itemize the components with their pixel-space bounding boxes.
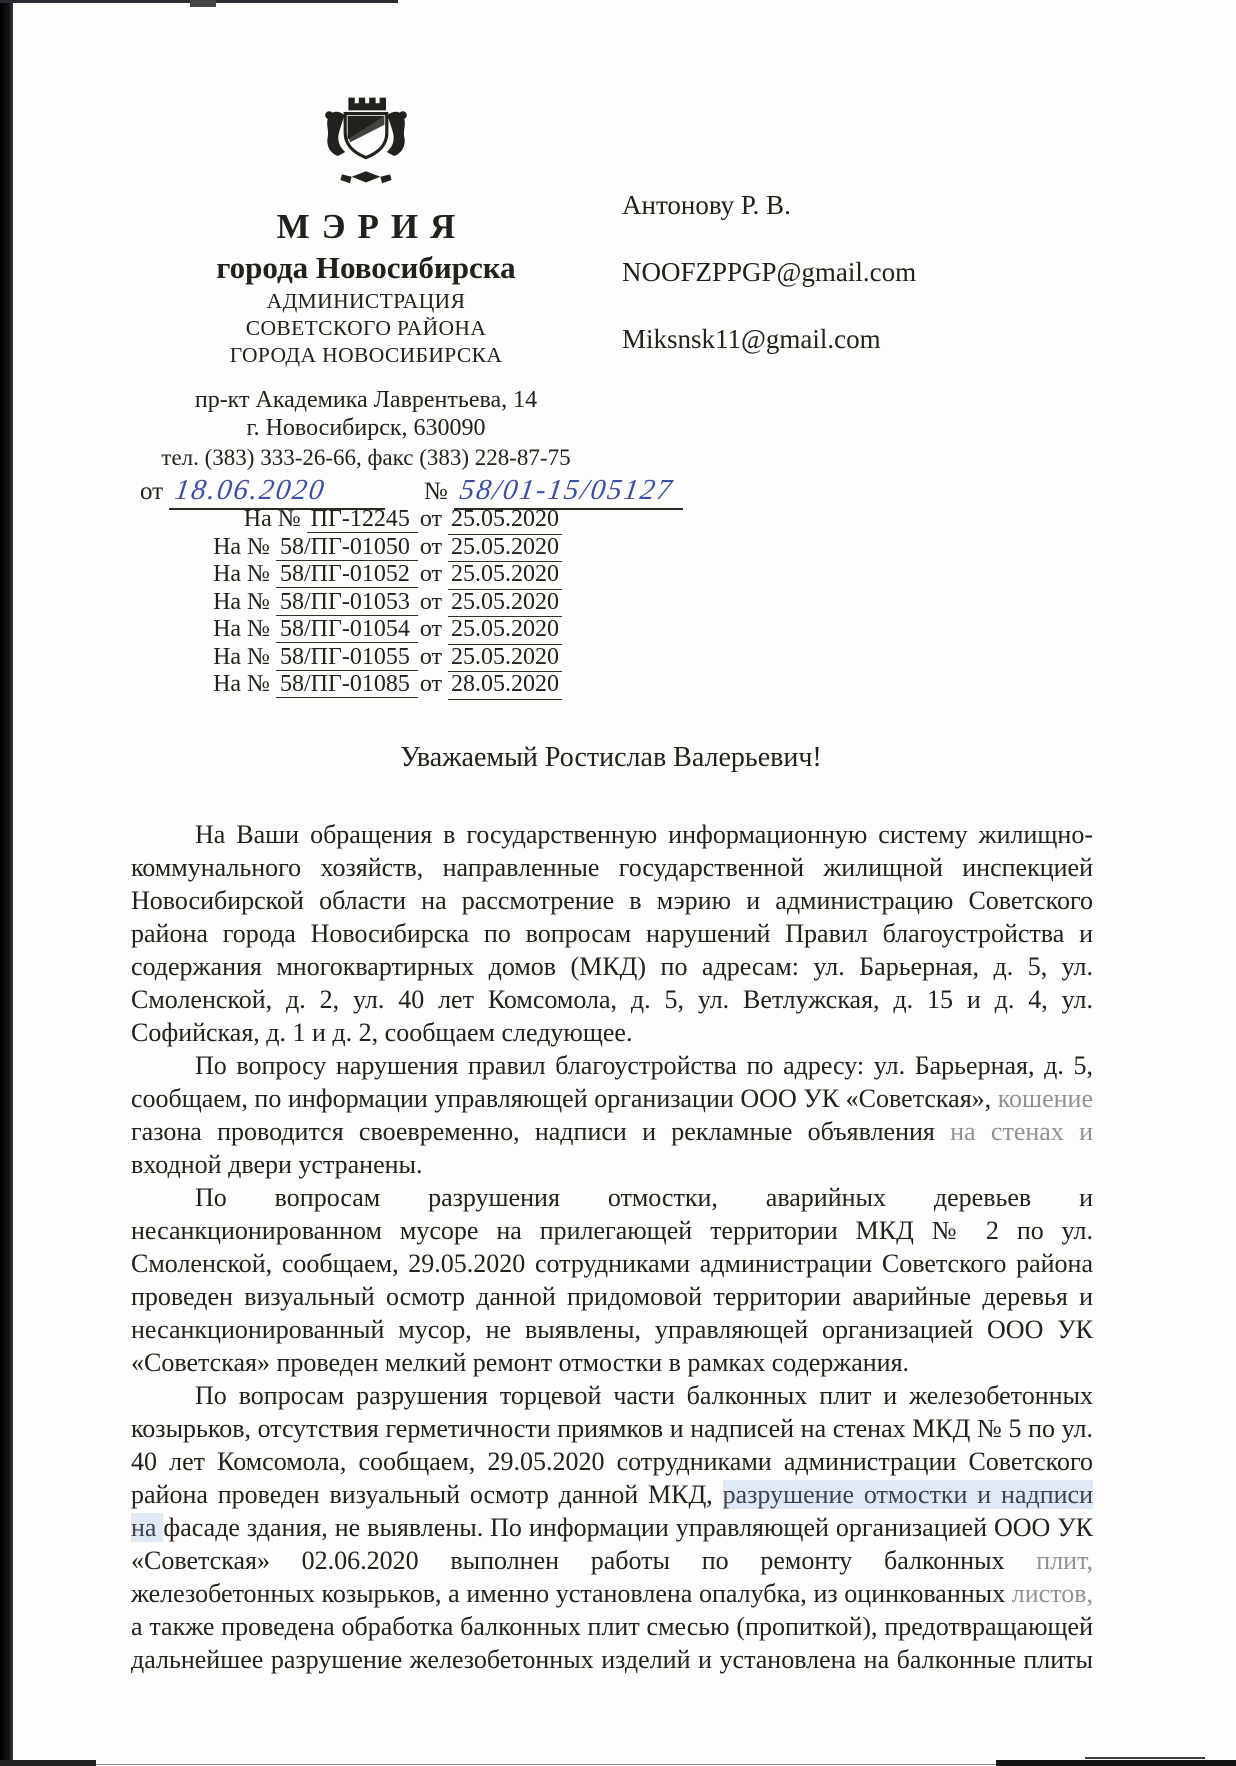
reference-number: 58/ПГ-01050 <box>276 534 418 561</box>
org-name-city: города Новосибирска <box>216 250 516 285</box>
reference-prefix: На № <box>213 616 276 642</box>
body-text-segment: плит, <box>1036 1546 1093 1575</box>
body-text-segment: По вопросу нарушения правил благоустройства по адресу: ул. Барьерная, д. 5, сообщаем, по информации управляющей организации ООО УК «Советская», <box>131 1051 1093 1113</box>
org-address-street: пр-кт Академика Лаврентьева, 14 <box>194 387 538 413</box>
body-text-segment: разрушение отмостки и надписи на <box>131 1480 1094 1542</box>
org-sub-district: СОВЕТСКОГО РАЙОНА <box>245 316 487 340</box>
reference-number: ПГ-12245 <box>307 506 418 533</box>
reference-row <box>150 616 562 644</box>
scan-edge-artifact-bottom-step <box>1085 1757 1205 1759</box>
reference-date-label: от <box>419 588 442 615</box>
reference-row <box>150 561 562 589</box>
body-text-segment: листов, <box>1011 1579 1093 1608</box>
reference-prefix-and-number <box>150 616 418 644</box>
reference-number: 58/ПГ-01085 <box>276 671 418 698</box>
outgoing-number-row <box>140 474 676 510</box>
body-text-segment: По вопросам разрушения торцевой части балконных плит и железобетонных козырьков, отсутствия герметичности приямков и надписей на стенах МКД № 5 по ул. 40 лет Комсомола, сообщаем, 29.05.2020 сотрудниками администрации Советского района проведен визуальный осмотр данной МКД, <box>131 1381 1093 1509</box>
reference-number: 58/ПГ-01055 <box>276 644 418 671</box>
reference-prefix-and-number <box>150 589 418 617</box>
body-text-segment: входной двери устранены. <box>131 1150 423 1179</box>
body-text-segment: железобетонных козырьков, а именно установлена опалубка, из оцинкованных <box>131 1579 1012 1608</box>
recipient-block <box>622 190 916 391</box>
scan-edge-artifact-top-blob <box>190 0 216 7</box>
org-phone-fax: тел. (383) 333-26-66, факс (383) 228-87-75 <box>161 445 571 470</box>
reference-date-label: от <box>419 643 442 670</box>
reference-row <box>150 589 562 617</box>
reference-date: 25.05.2020 <box>448 644 562 673</box>
reference-date: 25.05.2020 <box>448 506 562 535</box>
reference-date-label: от <box>419 506 442 532</box>
body-text-segment: а также проведена обработка балконных плит смесью (пропиткой), предотвращающей дальнейшее разрушение железобетонных изделий и установлена на балконные плиты <box>131 1612 1093 1674</box>
body-paragraph <box>131 1049 1093 1181</box>
reference-prefix-and-number <box>150 644 418 672</box>
reference-row <box>150 506 562 534</box>
reference-date-label: от <box>419 671 442 697</box>
outgoing-date-handwritten: 18.06.2020 <box>173 474 329 506</box>
outgoing-date-field <box>169 474 385 510</box>
reference-number: 58/ПГ-01052 <box>276 561 418 588</box>
reference-prefix: На № <box>213 561 276 587</box>
reference-prefix-and-number <box>150 506 418 534</box>
reference-date: 25.05.2020 <box>448 534 562 563</box>
org-sub-city: ГОРОДА НОВОСИБИРСКА <box>229 343 503 367</box>
scan-edge-artifact-bottom-right <box>996 1760 1236 1766</box>
novosibirsk-coat-of-arms-icon <box>112 94 620 194</box>
reference-date-label: от <box>419 533 442 560</box>
reference-date-label: от <box>419 616 442 642</box>
reference-date: 25.05.2020 <box>448 589 562 618</box>
reference-number: 58/ПГ-01053 <box>276 589 418 616</box>
letterhead <box>112 94 620 472</box>
body-text-segment: фасаде здания, не выявлены. По информации управляющей организацией ООО УК «Советская» 02.06.2020 выполнен работы по ремонту балконных <box>131 1513 1093 1575</box>
reference-date: 25.05.2020 <box>448 616 562 645</box>
recipient-email-primary: NOOFZPPGP@gmail.com <box>622 257 917 287</box>
body-text-segment: на стенах и <box>950 1117 1094 1146</box>
reference-prefix-and-number <box>150 671 418 699</box>
body-paragraph <box>131 818 1093 1049</box>
reference-prefix-and-number <box>150 561 418 589</box>
outgoing-number-field <box>454 474 683 510</box>
body-text-segment: По вопросам разрушения отмостки, аварийных деревьев и несанкционированном мусоре на прилегающей территории МКД № 2 по ул. Смоленской, сообщаем, 29.05.2020 сотрудниками администрации Советского района проведен визуальный осмотр данной придомовой территории аварийные деревья и несанкционированный мусор, не выявлены, управляющей организацией ООО УК «Советская» проведен мелкий ремонт отмостки в рамках содержания. <box>131 1183 1093 1377</box>
reference-list <box>150 506 562 699</box>
recipient-email-secondary: Miksnsk11@gmail.com <box>622 324 881 354</box>
reference-date: 25.05.2020 <box>448 561 562 590</box>
reference-prefix: На № <box>213 671 276 697</box>
scan-edge-artifact-left <box>0 0 13 1766</box>
body-text-segment: кошение <box>997 1084 1093 1113</box>
org-address-city: г. Новосибирск, 630090 <box>246 415 486 441</box>
org-sub-administration: АДМИНИСТРАЦИЯ <box>266 289 466 313</box>
outgoing-date-label: от <box>140 478 164 505</box>
reference-row <box>150 534 562 562</box>
scan-edge-artifact-bottom-left <box>0 1760 96 1766</box>
reference-prefix: На № <box>213 643 276 670</box>
reference-prefix: На № <box>213 533 276 560</box>
letter-body <box>131 818 1093 1676</box>
body-text-segment: газона проводится своевременно, надписи и рекламные объявления <box>131 1117 951 1146</box>
reference-prefix: На № <box>213 588 276 615</box>
body-text-segment: На Ваши обращения в государственную информационную систему жилищно-коммунального хозяйств, направленные государственной жилищной инспекцией Новосибирской области на рассмотрение в мэрию и администрацию Советского района города Новосибирска по вопросам нарушений Правил благоустройства и содержания многоквартирных домов (МКД) по адресам: ул. Барьерная, д. 5, ул. Смоленской, д. 2, ул. 40 лет Комсомола, д. 5, ул. Ветлужская, д. 15 и д. 4, ул. Софийская, д. 1 и д. 2, сообщаем следующее. <box>131 820 1093 1047</box>
reference-row <box>150 671 562 699</box>
reference-date-label: от <box>419 561 442 587</box>
reference-row <box>150 644 562 672</box>
reference-prefix-and-number <box>150 534 418 562</box>
recipient-name: Антонову Р. В. <box>622 190 791 220</box>
salutation: Уважаемый Ростислав Валерьевич! <box>400 742 822 773</box>
outgoing-number-label: № <box>423 478 448 505</box>
reference-number: 58/ПГ-01054 <box>276 616 418 643</box>
outgoing-number-handwritten: 58/01-15/05127 <box>457 474 676 506</box>
reference-prefix: На № <box>243 506 307 532</box>
reference-date: 28.05.2020 <box>448 671 562 700</box>
body-paragraph <box>131 1181 1093 1379</box>
org-name-main: МЭРИЯ <box>276 207 468 246</box>
body-paragraph <box>131 1379 1093 1676</box>
